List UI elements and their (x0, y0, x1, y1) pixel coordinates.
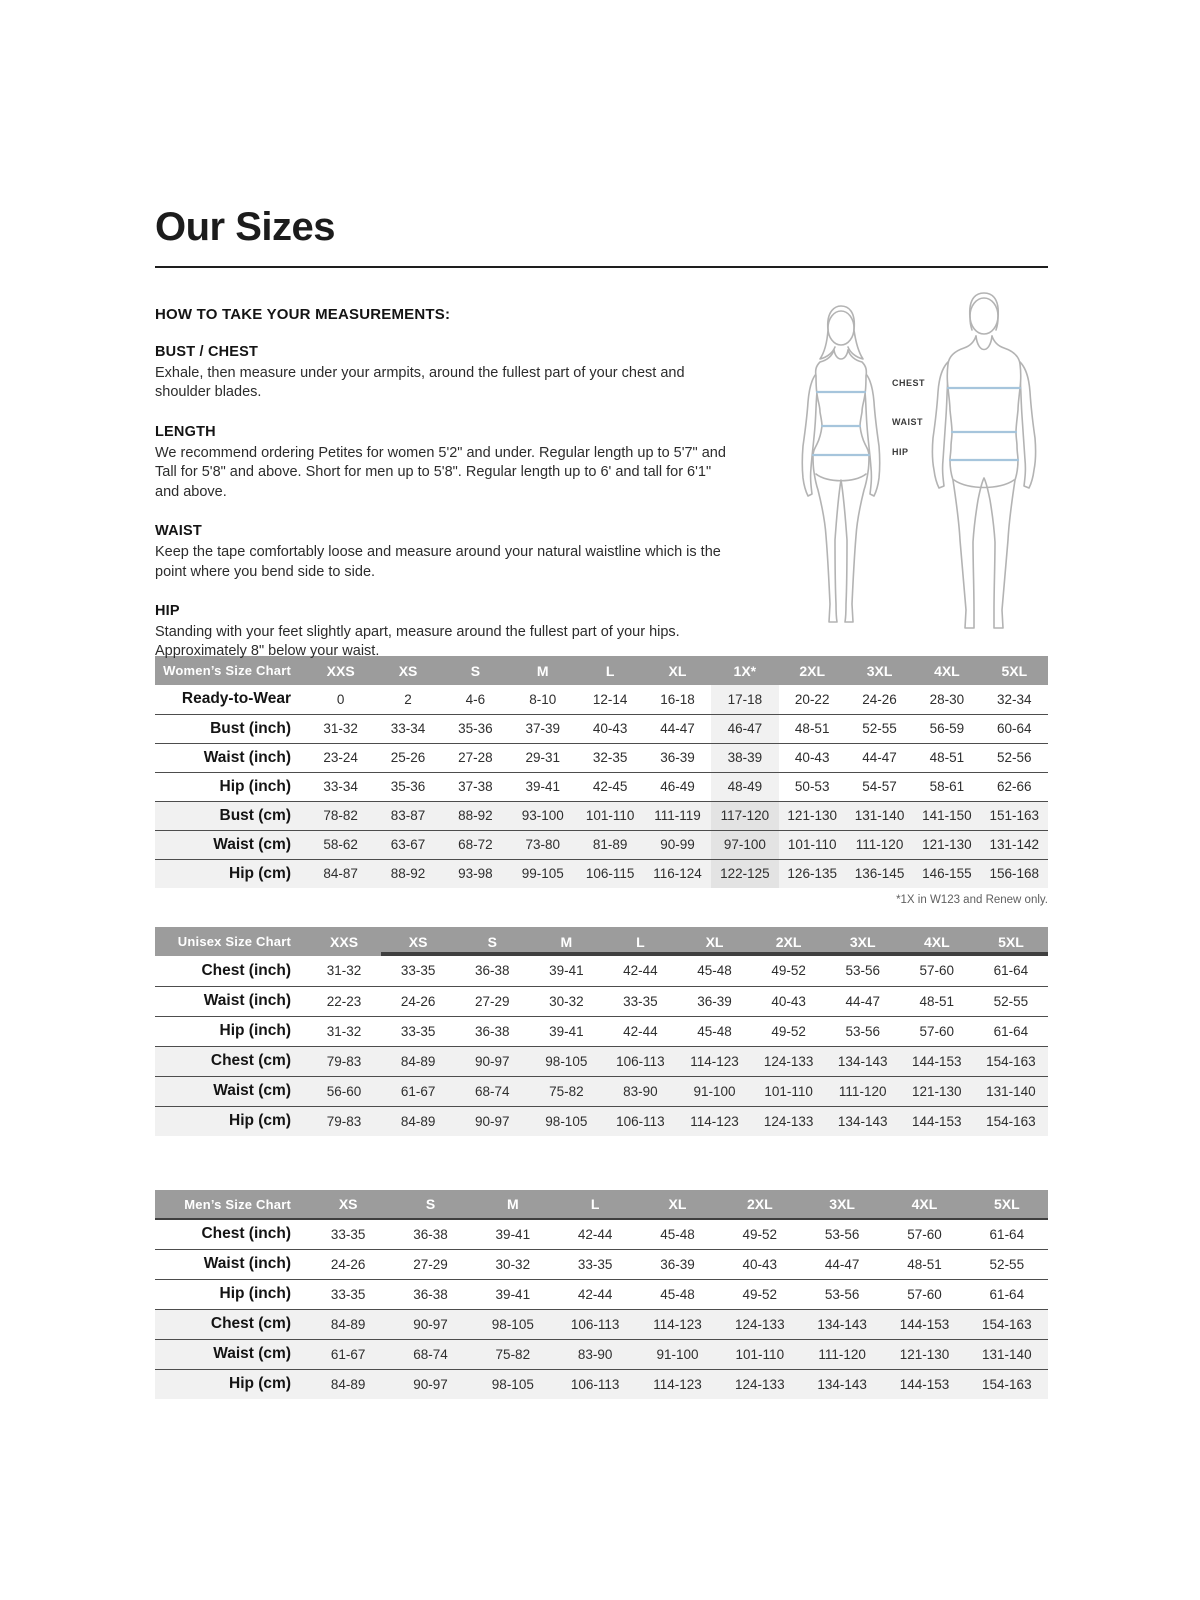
size-column-header: 3XL (826, 927, 900, 956)
size-column-header: 2XL (779, 656, 846, 685)
size-cell: 44-47 (660, 721, 695, 736)
row-label: Chest (inch) (201, 961, 291, 979)
size-cell: 40-43 (742, 1256, 778, 1272)
size-cell: 124-133 (763, 1053, 814, 1069)
size-column-header: S (442, 656, 509, 685)
table-row (155, 1219, 1048, 1249)
size-cell: 61-64 (989, 1286, 1025, 1302)
size-cell: 42-44 (577, 1226, 613, 1242)
size-cell: 134-143 (817, 1316, 867, 1332)
size-cell: 90-99 (660, 837, 695, 852)
size-cell: 46-47 (711, 714, 778, 743)
size-cell: 49-52 (771, 963, 806, 979)
table-row (155, 714, 1048, 743)
size-column-header: 2XL (752, 927, 826, 956)
size-cell: 54-57 (862, 779, 897, 794)
section-heading: BUST / CHEST (155, 344, 259, 360)
size-cell: 144-153 (899, 1376, 950, 1392)
row-label: Waist (cm) (213, 1345, 291, 1362)
section-body: Keep the tape comfortably loose and measure around your natural waistline which is the point where you bend side to side. (155, 544, 721, 580)
size-cell: 31-32 (326, 1023, 362, 1039)
size-cell: 131-140 (986, 1083, 1036, 1099)
size-cell: 16-18 (660, 691, 695, 707)
size-cell: 114-123 (690, 1113, 739, 1129)
size-cell: 124-133 (735, 1316, 785, 1332)
section-heading: WAIST (155, 523, 202, 540)
content-column (155, 0, 1048, 1399)
size-cell: 0 (336, 691, 345, 707)
size-cell: 90-97 (474, 1113, 510, 1129)
measurement-instructions (155, 268, 1048, 660)
table-row (155, 685, 1048, 714)
measurement-figures (780, 290, 1048, 642)
size-table (155, 927, 1048, 1136)
size-cell: 36-38 (413, 1286, 448, 1302)
size-cell: 134-143 (837, 1053, 888, 1069)
size-cell: 63-67 (390, 837, 426, 852)
size-cell: 45-48 (697, 1023, 732, 1039)
size-cell: 30-32 (495, 1256, 531, 1272)
size-cell: 42-44 (623, 1023, 658, 1039)
size-cell: 50-53 (794, 779, 830, 794)
size-cell: 91-100 (656, 1346, 699, 1362)
male-figure-illustration (920, 290, 1048, 642)
size-cell: 68-72 (458, 837, 493, 852)
size-cell: 27-29 (474, 993, 510, 1009)
size-cell: 42-44 (623, 963, 658, 979)
size-column-header: L (554, 1190, 636, 1219)
size-cell: 33-35 (400, 1023, 436, 1039)
size-cell: 117-120 (711, 801, 778, 830)
section-heading: LENGTH (155, 423, 216, 440)
row-label: Hip (inch) (219, 1022, 291, 1039)
size-cell: 52-55 (993, 993, 1029, 1009)
row-label: Hip (cm) (229, 1112, 291, 1130)
size-cell: 39-41 (549, 963, 584, 979)
table-row (155, 743, 1048, 772)
size-cell: 156-168 (989, 866, 1040, 882)
size-cell: 24-26 (862, 691, 897, 707)
size-cell: 57-60 (919, 963, 955, 979)
table-row (155, 956, 1048, 986)
size-cell: 61-67 (400, 1083, 436, 1099)
size-cell: 91-100 (693, 1083, 736, 1099)
section-waist (155, 523, 730, 582)
size-cell: 31-32 (323, 721, 358, 736)
size-cell: 49-52 (742, 1226, 778, 1242)
size-cell: 106-115 (585, 866, 635, 882)
row-label: Chest (cm) (210, 1315, 291, 1332)
size-cell: 134-143 (837, 1113, 888, 1129)
unisex-size-chart (155, 927, 1048, 1136)
table-row (155, 801, 1048, 830)
size-cell: 62-66 (997, 779, 1032, 794)
womens-size-chart (155, 656, 1048, 888)
size-cell: 131-140 (982, 1346, 1032, 1362)
size-cell: 48-51 (929, 750, 965, 765)
size-column-header: M (529, 927, 603, 956)
size-cell: 58-61 (929, 779, 965, 794)
size-cell: 48-51 (919, 993, 955, 1009)
size-cell: 53-56 (845, 963, 880, 979)
how-to-heading: HOW TO TAKE YOUR MEASUREMENTS: (155, 306, 451, 323)
size-cell: 124-133 (735, 1376, 785, 1392)
size-cell: 84-89 (330, 1316, 366, 1332)
waist-label: WAIST (892, 417, 923, 427)
size-cell: 99-105 (521, 866, 564, 882)
table-row (155, 1106, 1048, 1136)
size-cell: 84-89 (400, 1113, 436, 1129)
size-cell: 44-47 (845, 993, 880, 1009)
row-label: Hip (inch) (219, 1285, 291, 1302)
size-cell: 33-35 (330, 1226, 366, 1242)
size-cell: 111-120 (818, 1346, 866, 1362)
size-cell: 36-38 (474, 1023, 510, 1039)
size-table (155, 1190, 1048, 1399)
row-label: Bust (cm) (219, 806, 291, 824)
size-cell: 98-105 (545, 1113, 588, 1129)
row-label: Waist (cm) (213, 835, 291, 853)
size-cell: 83-90 (623, 1083, 658, 1099)
size-cell: 93-100 (521, 808, 564, 823)
size-cell: 68-74 (413, 1346, 448, 1362)
size-cell: 61-64 (993, 1023, 1029, 1039)
size-cell: 53-56 (824, 1286, 860, 1302)
size-cell: 134-143 (817, 1376, 867, 1392)
size-column-header: XS (374, 656, 441, 685)
size-cell: 53-56 (824, 1226, 860, 1242)
size-cell: 97-100 (711, 830, 778, 859)
size-cell: 144-153 (912, 1113, 962, 1129)
size-cell: 45-48 (697, 963, 732, 979)
size-cell: 114-123 (653, 1376, 702, 1392)
size-cell: 114-123 (690, 1053, 739, 1069)
size-cell: 28-30 (929, 691, 965, 707)
size-cell: 24-26 (400, 993, 436, 1009)
section-length (155, 424, 730, 502)
size-cell: 126-135 (787, 866, 837, 882)
size-cell: 36-38 (474, 963, 510, 979)
size-cell: 32-34 (997, 691, 1032, 707)
size-cell: 144-153 (912, 1053, 962, 1069)
section-bust-chest (155, 344, 730, 403)
size-cell: 37-38 (458, 779, 493, 794)
size-cell: 36-39 (660, 1256, 695, 1272)
header-row (155, 927, 1048, 956)
size-cell: 90-97 (413, 1316, 448, 1332)
size-cell: 79-83 (326, 1053, 362, 1069)
section-heading: HIP (155, 602, 180, 619)
section-hip (155, 603, 730, 662)
size-cell: 146-155 (922, 866, 972, 882)
size-column-header: 2XL (719, 1190, 801, 1219)
size-table (155, 656, 1048, 888)
table-row (155, 1076, 1048, 1106)
size-cell: 25-26 (390, 750, 426, 765)
size-column-header: L (603, 927, 677, 956)
size-cell: 58-62 (323, 837, 358, 852)
size-cell: 27-28 (458, 750, 493, 765)
size-cell: 114-123 (653, 1316, 702, 1332)
size-column-header: S (455, 927, 529, 956)
size-column-header: 5XL (966, 1190, 1048, 1219)
page-title: Our Sizes (155, 205, 336, 249)
size-column-header: 3XL (801, 1190, 883, 1219)
size-cell: 154-163 (982, 1316, 1032, 1332)
size-column-header: 3XL (846, 656, 913, 685)
chest-label: CHEST (892, 378, 926, 388)
size-cell: 84-89 (330, 1376, 366, 1392)
size-cell: 35-36 (390, 779, 426, 794)
size-cell: 79-83 (326, 1113, 362, 1129)
size-cell: 151-163 (989, 808, 1040, 823)
size-cell: 33-35 (330, 1286, 366, 1302)
womens-chart-footnote: *1X in W123 and Renew only. (896, 894, 1048, 906)
size-cell: 60-64 (997, 721, 1032, 736)
row-label: Waist (cm) (213, 1082, 291, 1099)
size-cell: 98-105 (491, 1376, 534, 1392)
size-cell: 111-119 (654, 808, 701, 823)
table-row (155, 1339, 1048, 1369)
size-cell: 111-120 (855, 837, 904, 852)
row-label: Ready-to-Wear (181, 690, 291, 708)
size-column-header: XS (307, 1190, 389, 1219)
size-cell: 101-110 (585, 808, 635, 823)
size-cell: 90-97 (413, 1376, 448, 1392)
size-cell: 33-35 (400, 963, 436, 979)
size-column-header: XXS (307, 927, 381, 956)
size-cell: 121-130 (912, 1083, 962, 1099)
size-column-header: L (576, 656, 643, 685)
size-cell: 39-41 (495, 1286, 531, 1302)
size-cell: 30-32 (549, 993, 584, 1009)
row-label: Hip (inch) (219, 777, 291, 795)
size-cell: 116-124 (653, 866, 702, 882)
size-cell: 33-34 (390, 721, 426, 736)
size-column-header: XL (636, 1190, 718, 1219)
size-column-header: 4XL (913, 656, 980, 685)
size-cell: 121-130 (922, 837, 972, 852)
size-cell: 48-51 (907, 1256, 942, 1272)
size-cell: 73-80 (525, 837, 561, 852)
size-cell: 44-47 (862, 750, 897, 765)
size-cell: 12-14 (592, 691, 628, 707)
size-cell: 154-163 (986, 1113, 1036, 1129)
row-label: Chest (cm) (210, 1052, 291, 1069)
size-cell: 121-130 (899, 1346, 950, 1362)
size-cell: 106-113 (570, 1316, 620, 1332)
size-cell: 40-43 (592, 721, 628, 736)
size-cell: 61-64 (989, 1226, 1025, 1242)
size-cell: 68-74 (474, 1083, 510, 1099)
size-column-header: 4XL (900, 927, 974, 956)
size-cell: 45-48 (660, 1226, 695, 1242)
size-cell: 40-43 (794, 750, 830, 765)
table-row (155, 1249, 1048, 1279)
size-cell: 121-130 (787, 808, 837, 823)
table-title-cell: Unisex Size Chart (155, 927, 307, 956)
row-label: Waist (inch) (203, 992, 291, 1009)
size-cell: 81-89 (592, 837, 628, 852)
size-cell: 88-92 (390, 866, 426, 882)
size-cell: 49-52 (771, 1023, 806, 1039)
size-cell: 52-56 (997, 750, 1032, 765)
size-cell: 78-82 (323, 808, 358, 823)
size-cell: 106-113 (570, 1376, 620, 1392)
row-label: Hip (cm) (229, 864, 291, 882)
size-cell: 45-48 (660, 1286, 695, 1302)
table-row (155, 859, 1048, 888)
size-cell: 49-52 (742, 1286, 778, 1302)
size-cell: 101-110 (787, 837, 837, 852)
size-column-header: M (472, 1190, 554, 1219)
mens-size-chart (155, 1190, 1048, 1399)
size-cell: 131-140 (854, 808, 905, 823)
size-cell: 106-113 (616, 1053, 665, 1069)
row-label: Waist (inch) (203, 1255, 291, 1272)
size-cell: 33-35 (577, 1256, 613, 1272)
size-cell: 24-26 (330, 1256, 366, 1272)
size-cell: 53-56 (845, 1023, 880, 1039)
size-cell: 33-35 (623, 993, 658, 1009)
size-cell: 52-55 (989, 1256, 1025, 1272)
row-label: Chest (inch) (201, 1225, 291, 1243)
size-cell: 90-97 (474, 1053, 510, 1069)
size-cell: 141-150 (922, 808, 972, 823)
size-cell: 154-163 (986, 1053, 1036, 1069)
size-column-header: XL (644, 656, 711, 685)
female-figure-illustration (780, 304, 902, 636)
size-cell: 83-87 (390, 808, 426, 823)
size-cell: 48-51 (794, 721, 830, 736)
size-cell: 61-64 (993, 963, 1029, 979)
table-row (155, 1309, 1048, 1339)
size-cell: 84-87 (323, 866, 358, 882)
size-cell: 36-39 (697, 993, 732, 1009)
size-column-header: S (389, 1190, 471, 1219)
size-cell: 57-60 (907, 1226, 942, 1242)
size-column-header: XXS (307, 656, 374, 685)
size-cell: 44-47 (824, 1256, 860, 1272)
size-cell: 83-90 (577, 1346, 613, 1362)
table-row (155, 1369, 1048, 1399)
table-row (155, 986, 1048, 1016)
size-cell: 84-89 (400, 1053, 436, 1069)
size-column-header: 1X* (711, 656, 778, 685)
size-cell: 23-24 (323, 750, 358, 765)
size-cell: 17-18 (711, 685, 778, 714)
size-cell: 36-39 (660, 750, 695, 765)
size-cell: 122-125 (711, 859, 778, 888)
size-cell: 36-38 (413, 1226, 448, 1242)
table-title-cell: Men’s Size Chart (155, 1190, 307, 1219)
size-cell: 37-39 (525, 721, 561, 736)
size-cell: 136-145 (854, 866, 905, 882)
size-cell: 27-29 (413, 1256, 448, 1272)
size-cell: 52-55 (862, 721, 897, 736)
size-cell: 101-110 (735, 1346, 785, 1362)
size-column-header: 4XL (883, 1190, 965, 1219)
size-cell: 57-60 (907, 1286, 942, 1302)
table-row (155, 1046, 1048, 1076)
size-cell: 40-43 (771, 993, 806, 1009)
size-column-header: XS (381, 927, 455, 956)
size-cell: 22-23 (326, 993, 362, 1009)
size-cell: 35-36 (458, 721, 493, 736)
size-cell: 39-41 (549, 1023, 584, 1039)
size-cell: 98-105 (545, 1053, 588, 1069)
size-cell: 46-49 (660, 779, 695, 794)
size-cell: 42-45 (592, 779, 628, 794)
size-column-header: XL (677, 927, 751, 956)
size-cell: 57-60 (919, 1023, 955, 1039)
size-cell: 101-110 (764, 1083, 813, 1099)
size-cell: 32-35 (592, 750, 628, 765)
size-cell: 131-142 (989, 837, 1040, 852)
size-cell: 98-105 (491, 1316, 534, 1332)
row-label: Hip (cm) (229, 1375, 291, 1393)
size-cell: 106-113 (616, 1113, 665, 1129)
table-title-cell: Women’s Size Chart (155, 656, 307, 685)
size-cell: 56-59 (929, 721, 965, 736)
size-cell: 38-39 (711, 743, 778, 772)
size-column-header: 5XL (974, 927, 1048, 956)
size-cell: 48-49 (711, 772, 778, 801)
section-body: We recommend ordering Petites for women 5'2" and under. Regular length up to 5'7" and Tall for 5'8" and above. Short for men up to 5'8". Regular length up to 6' and tall for 6'1" and above. (155, 444, 726, 500)
size-cell: 33-34 (323, 779, 358, 794)
size-cell: 111-120 (838, 1083, 887, 1099)
size-cell: 124-133 (763, 1113, 814, 1129)
size-cell: 93-98 (458, 866, 493, 882)
table-row (155, 830, 1048, 859)
size-cell: 154-163 (982, 1376, 1032, 1392)
size-cell: 39-41 (495, 1226, 531, 1242)
size-cell: 42-44 (577, 1286, 613, 1302)
table-row (155, 1016, 1048, 1046)
size-cell: 61-67 (330, 1346, 366, 1362)
size-cell: 31-32 (326, 963, 362, 979)
row-label: Bust (inch) (210, 719, 291, 737)
section-body: Exhale, then measure under your armpits, around the fullest part of your chest and shoulder blades. (155, 365, 685, 401)
size-cell: 88-92 (458, 808, 493, 823)
size-column-header: M (509, 656, 576, 685)
size-cell: 75-82 (549, 1083, 584, 1099)
size-cell: 8-10 (529, 691, 557, 707)
size-cell: 56-60 (326, 1083, 362, 1099)
hip-label: HIP (892, 447, 909, 457)
header-row (155, 1190, 1048, 1219)
size-cell: 20-22 (794, 691, 830, 707)
size-cell: 2 (404, 691, 412, 707)
size-cell: 4-6 (465, 691, 486, 707)
table-row (155, 772, 1048, 801)
size-cell: 144-153 (899, 1316, 950, 1332)
table-row (155, 1279, 1048, 1309)
size-cell: 75-82 (495, 1346, 531, 1362)
size-column-header: 5XL (981, 656, 1048, 685)
row-label: Waist (inch) (203, 748, 291, 766)
size-cell: 39-41 (525, 779, 561, 794)
section-body: Standing with your feet slightly apart, measure around the fullest part of your hips. Approximately 8" below your waist. (155, 623, 680, 660)
size-cell: 29-31 (525, 750, 561, 765)
